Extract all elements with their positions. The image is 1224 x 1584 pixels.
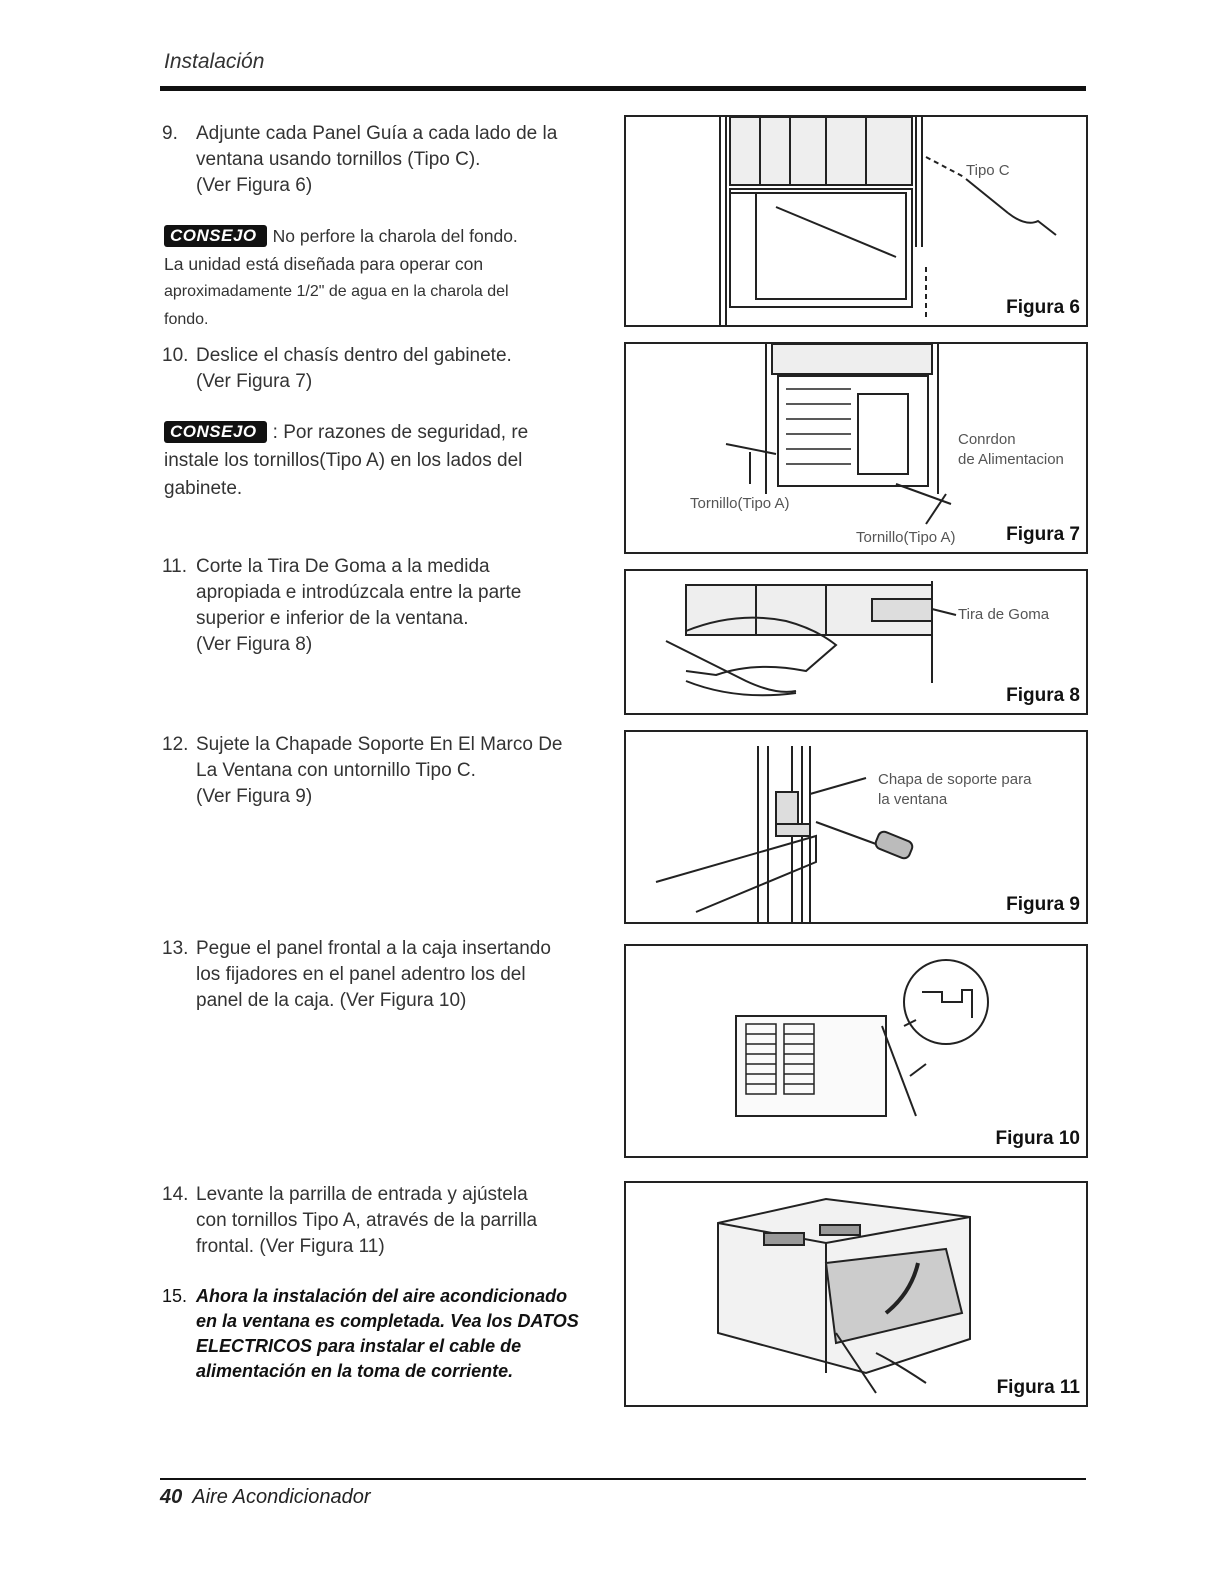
step-text: Ahora la instalación del aire acondicionado <box>196 1286 568 1306</box>
step-13 <box>162 936 612 1014</box>
figure-6 <box>624 115 1088 327</box>
callout-power-cord <box>958 430 1064 470</box>
step-text: frontal. (Ver Figura 11) <box>196 1236 385 1257</box>
step-text: superior e inferior de la ventana. <box>196 608 469 629</box>
tip-badge: CONSEJO <box>164 421 267 443</box>
step-12 <box>162 732 622 810</box>
tip-badge: CONSEJO <box>164 225 267 247</box>
step-text: Levante la parrilla de entrada y ajústela <box>196 1184 528 1205</box>
inlet-grille-illustration <box>626 1183 1086 1405</box>
page-number: 40 <box>160 1486 183 1508</box>
step-text: Deslice el chasís dentro del gabinete. <box>196 345 512 366</box>
step-9 <box>162 121 612 199</box>
tip-text: La unidad está diseñada para operar con <box>164 254 484 274</box>
tip-2 <box>164 419 604 503</box>
callout-screw-left: Tornillo(Tipo A) <box>690 495 790 512</box>
callout-line: Conrdon <box>958 431 1016 448</box>
step-number: 10. <box>162 345 189 366</box>
callout-line: de Alimentacion <box>958 451 1064 468</box>
step-text: Adjunte cada Panel Guía a cada lado de la <box>196 123 558 144</box>
tip-text: aproximadamente 1/2" de agua en la charola del <box>164 283 509 300</box>
callout-support-plate <box>878 770 1031 810</box>
step-text: (Ver Figura 9) <box>196 786 313 807</box>
figure-7 <box>624 342 1088 554</box>
tip-1 <box>164 222 604 334</box>
step-text: alimentación en la toma de corriente. <box>196 1361 514 1381</box>
step-text: (Ver Figura 6) <box>196 175 313 196</box>
figure-label: Figura 9 <box>1006 894 1080 915</box>
step-number: 14. <box>162 1184 189 1205</box>
step-text: (Ver Figura 8) <box>196 634 313 655</box>
footer-rule <box>160 1478 1086 1480</box>
step-text: ELECTRICOS para instalar el cable de <box>196 1336 522 1356</box>
section-title: Instalación <box>164 50 265 73</box>
figure-label: Figura 7 <box>1006 524 1080 545</box>
step-text: los fijadores en el panel adentro los del <box>196 964 526 985</box>
step-11 <box>162 554 612 658</box>
figure-label: Figura 11 <box>996 1377 1080 1398</box>
figure-label: Figura 8 <box>1006 685 1080 706</box>
step-number: 15. <box>162 1286 188 1306</box>
tip-text: fondo. <box>164 311 209 328</box>
step-14 <box>162 1182 612 1260</box>
callout-rubber-strip: Tira de Goma <box>958 606 1050 623</box>
step-text: panel de la caja. (Ver Figura 10) <box>196 990 467 1011</box>
callout-line: Chapa de soporte para <box>878 771 1032 788</box>
callout-screw-right: Tornillo(Tipo A) <box>856 529 956 546</box>
step-text: Pegue el panel frontal a la caja insertando <box>196 938 551 959</box>
callout-line: la ventana <box>878 791 948 808</box>
step-number: 11. <box>162 556 188 577</box>
step-text: La Ventana con untornillo Tipo C. <box>196 760 476 781</box>
tip-text: : Por razones de seguridad, re <box>272 422 529 443</box>
step-text: Corte la Tira De Goma a la medida <box>196 556 490 577</box>
page-footer <box>160 1486 371 1509</box>
step-text: en la ventana es completada. Vea los DATOS <box>196 1311 579 1331</box>
window-guide-panel-illustration <box>626 117 1086 325</box>
figure-label: Figura 10 <box>995 1128 1080 1149</box>
step-text: Sujete la Chapade Soporte En El Marco De <box>196 734 563 755</box>
step-number: 13. <box>162 938 189 959</box>
header-rule <box>160 86 1086 91</box>
step-text: con tornillos Tipo A, através de la parrilla <box>196 1210 538 1231</box>
tip-text: No perfore la charola del fondo. <box>272 226 518 246</box>
doc-title: Aire Acondicionador <box>192 1486 371 1508</box>
step-10 <box>162 343 612 395</box>
step-text: ventana usando tornillos (Tipo C). <box>196 149 481 170</box>
figure-9 <box>624 730 1088 924</box>
step-text: (Ver Figura 7) <box>196 371 313 392</box>
tip-text: instale los tornillos(Tipo A) en los lados del <box>164 450 523 471</box>
step-number: 9. <box>162 123 178 144</box>
step-text: apropiada e introdúzcala entre la parte <box>196 582 522 603</box>
figure-10 <box>624 944 1088 1158</box>
tip-text: gabinete. <box>164 478 243 499</box>
figure-11 <box>624 1181 1088 1407</box>
callout-screw-type-c: Tipo C <box>966 162 1010 179</box>
figure-8 <box>624 569 1088 715</box>
step-15 <box>162 1284 612 1384</box>
figure-label: Figura 6 <box>1006 297 1080 318</box>
front-panel-attach-illustration <box>626 946 1086 1156</box>
step-number: 12. <box>162 734 189 755</box>
